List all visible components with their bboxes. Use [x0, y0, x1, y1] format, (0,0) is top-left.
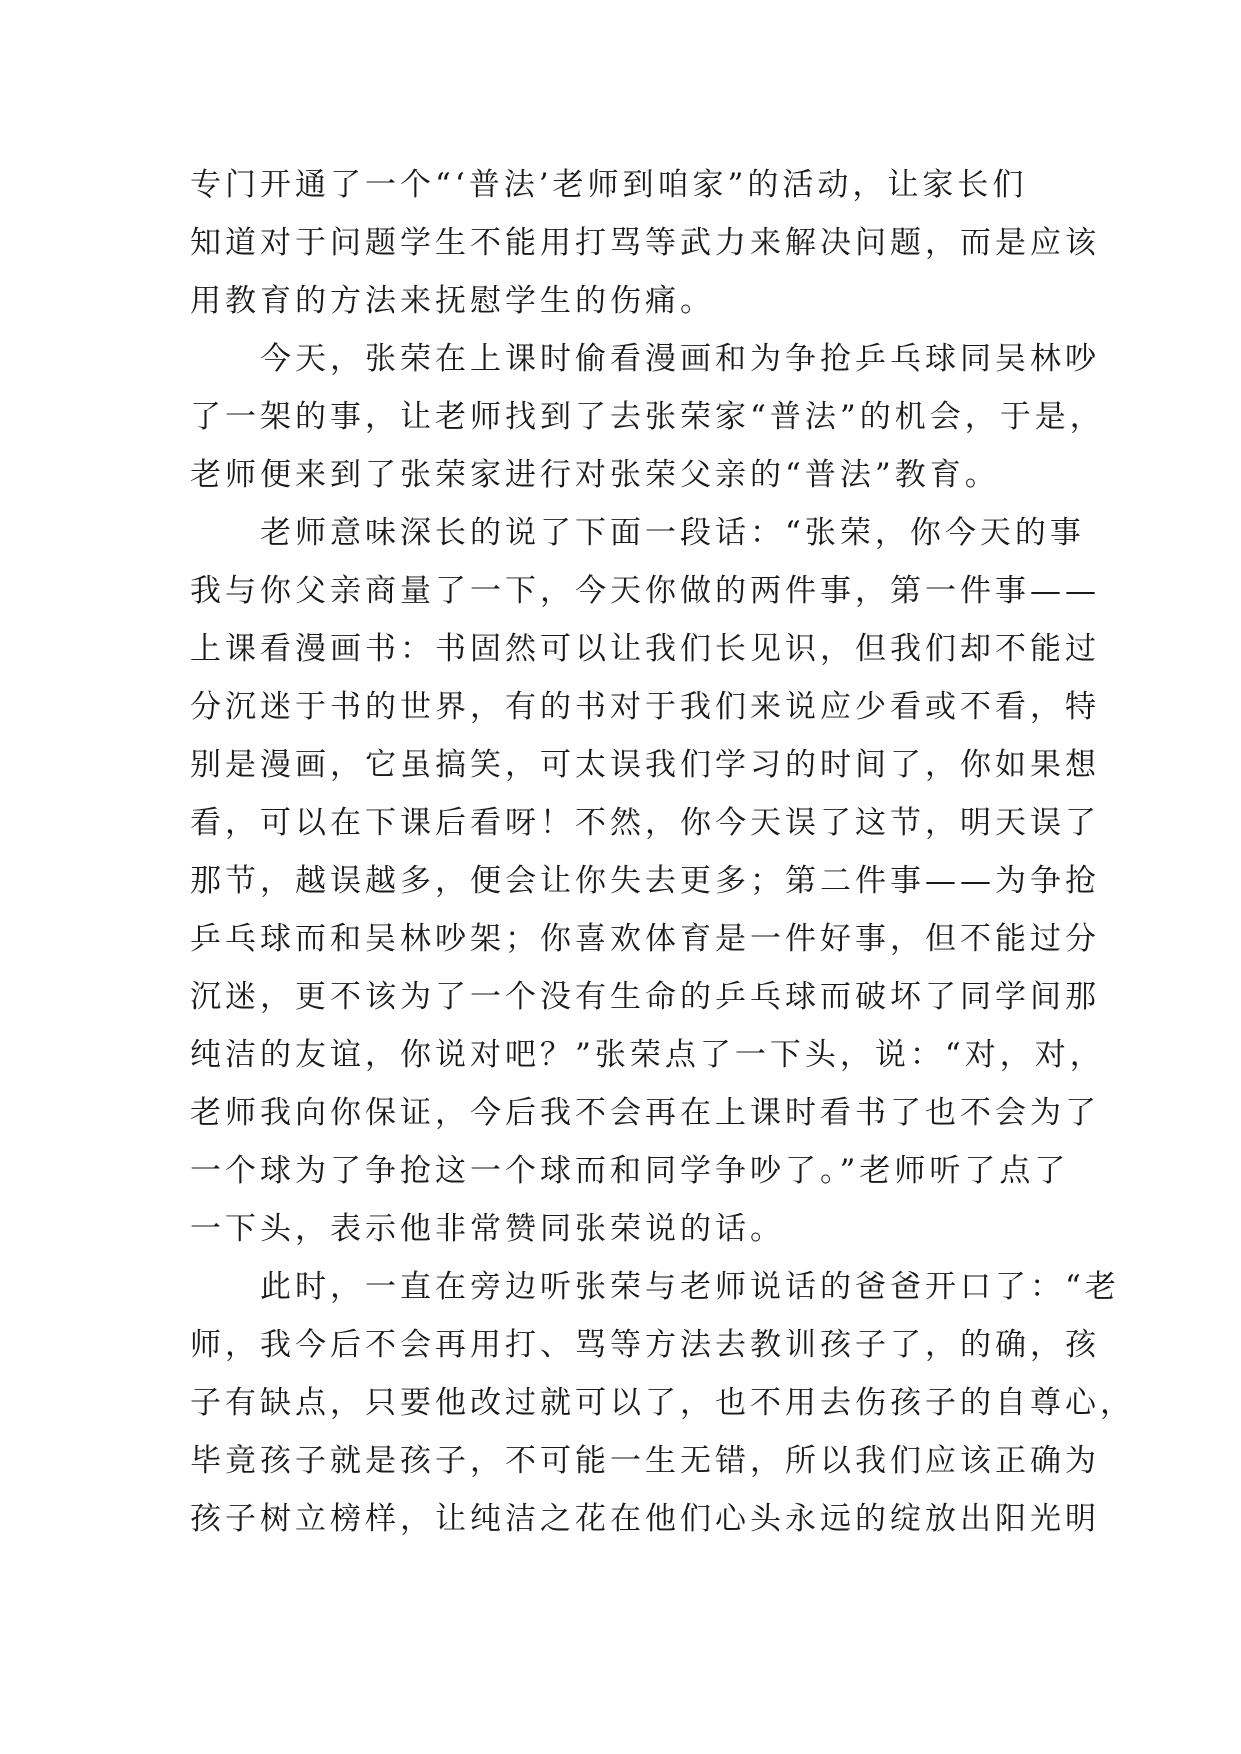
text-line: 老师我向你保证，今后我不会再在上课时看书了也不会为了	[190, 1095, 1100, 1131]
text-line: 知道对于问题学生不能用打骂等武力来解决问题，而是应该	[190, 225, 1100, 261]
text-line: 一个球为了争抢这一个球而和同学争吵了。”老师听了点了	[190, 1153, 1070, 1189]
text-line: 纯洁的友谊，你说对吧？”张荣点了一下头，说：“对，对，	[190, 1037, 1105, 1073]
text-line: 专门开通了一个“‘普法’老师到咱家”的活动，让家长们	[190, 167, 1028, 203]
text-line: 我与你父亲商量了一下，今天你做的两件事，第一件事——	[190, 573, 1100, 609]
text-line: 沉迷，更不该为了一个没有生命的乒乓球而破坏了同学间那	[190, 979, 1100, 1015]
text-line: 毕竟孩子就是孩子，不可能一生无错，所以我们应该正确为	[190, 1443, 1100, 1479]
text-line: 别是漫画，它虽搞笑，可太误我们学习的时间了，你如果想	[190, 747, 1100, 783]
text-line: 用教育的方法来抚慰学生的伤痛。	[190, 283, 715, 319]
text-line: 上课看漫画书：书固然可以让我们长见识，但我们却不能过	[190, 631, 1100, 667]
text-line: 了一架的事，让老师找到了去张荣家“普法”的机会，于是，	[190, 399, 1105, 435]
text-line: 师，我今后不会再用打、骂等方法去教训孩子了，的确，孩	[190, 1327, 1100, 1363]
text-line: 看，可以在下课后看呀！不然，你今天误了这节，明天误了	[190, 805, 1100, 841]
text-line: 孩子树立榜样，让纯洁之花在他们心头永远的绽放出阳光明	[190, 1501, 1100, 1537]
text-line: 子有缺点，只要他改过就可以了，也不用去伤孩子的自尊心，	[190, 1385, 1135, 1421]
text-line: 老师意味深长的说了下面一段话：“张荣，你今天的事	[260, 515, 1085, 551]
text-line: 分沉迷于书的世界，有的书对于我们来说应少看或不看，特	[190, 689, 1100, 725]
text-line: 乒乓球而和吴林吵架；你喜欢体育是一件好事，但不能过分	[190, 921, 1100, 957]
text-line: 一下头，表示他非常赞同张荣说的话。	[190, 1211, 785, 1247]
text-line: 那节，越误越多，便会让你失去更多；第二件事——为争抢	[190, 863, 1100, 899]
text-line: 今天，张荣在上课时偷看漫画和为争抢乒乓球同吴林吵	[260, 341, 1100, 377]
body-text	[190, 156, 1135, 1548]
text-line: 老师便来到了张荣家进行对张荣父亲的“普法”教育。	[190, 457, 1000, 493]
text-line: 此时，一直在旁边听张荣与老师说话的爸爸开口了：“老	[260, 1269, 1120, 1305]
